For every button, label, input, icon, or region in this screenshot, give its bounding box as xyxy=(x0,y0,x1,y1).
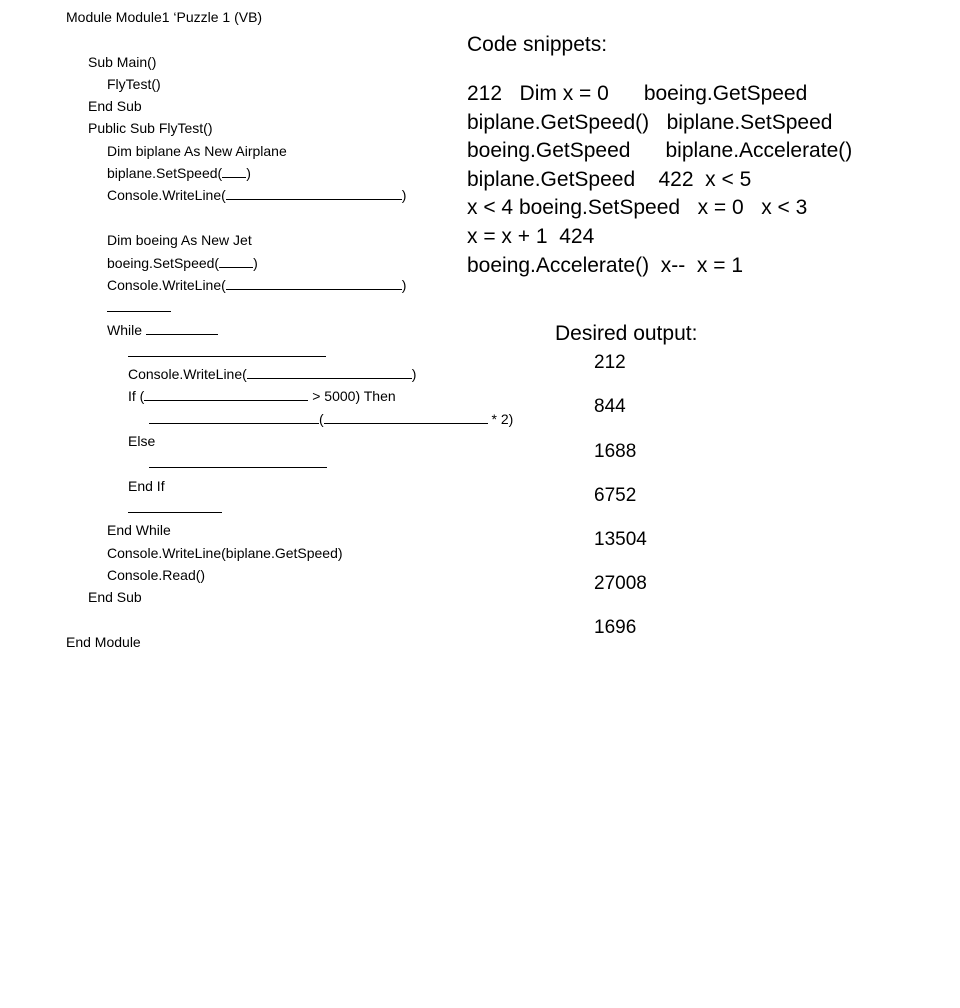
code-end-module: End Module xyxy=(66,634,141,650)
code-console-writeline: Console.WriteLine( xyxy=(128,366,247,382)
snippet-line: boeing.Accelerate() x-- x = 1 xyxy=(467,253,744,277)
code-console-writeline-biplane: Console.WriteLine(biplane.GetSpeed) xyxy=(107,545,343,561)
answer-blank[interactable] xyxy=(324,408,488,424)
code-blank-line xyxy=(128,341,326,363)
code-dim-biplane: Dim biplane As New Airplane xyxy=(107,143,287,159)
code-biplane-setspeed-line xyxy=(107,162,251,184)
code-while-line xyxy=(107,319,218,341)
code-module-header: Module Module1 ‘Puzzle 1 (VB) xyxy=(66,9,263,25)
output-value: 1688 xyxy=(594,441,637,462)
code-end-if: End If xyxy=(128,478,165,494)
code-console-read: Console.Read() xyxy=(107,567,206,583)
code-console-writeline: Console.WriteLine( xyxy=(107,187,226,203)
code-blank-line xyxy=(128,497,222,519)
code-times-two: * 2) xyxy=(487,411,514,427)
output-value: 13504 xyxy=(594,529,647,550)
code-close-paren: ) xyxy=(253,255,258,271)
output-value: 212 xyxy=(594,352,626,373)
code-while: While xyxy=(107,322,146,338)
answer-blank[interactable] xyxy=(128,497,222,513)
code-boeing-setspeed-line xyxy=(107,252,258,274)
code-if-line xyxy=(128,385,396,407)
code-open-paren: ( xyxy=(319,411,324,427)
code-sub-main: Sub Main() xyxy=(88,54,157,70)
snippet-line: 212 Dim x = 0 boeing.GetSpeed xyxy=(467,82,808,105)
code-blank-line xyxy=(107,296,171,318)
snippet-line: biplane.GetSpeed() biplane.SetSpeed xyxy=(467,110,833,134)
answer-blank[interactable] xyxy=(222,162,246,178)
code-if: If ( xyxy=(128,388,145,404)
code-if-condition: > 5000) Then xyxy=(308,388,396,404)
snippet-line: boeing.GetSpeed biplane.Accelerate() xyxy=(467,139,853,163)
snippet-line: x = x + 1 424 xyxy=(467,224,595,248)
output-title: Desired output: xyxy=(555,322,698,345)
answer-blank[interactable] xyxy=(146,319,218,335)
output-value: 1696 xyxy=(594,617,637,638)
code-boeing-setspeed: boeing.SetSpeed( xyxy=(107,255,220,271)
answer-blank[interactable] xyxy=(149,452,327,468)
code-blank-line xyxy=(149,452,327,474)
snippet-line: x < 4 boeing.SetSpeed x = 0 x < 3 xyxy=(467,196,808,220)
answer-blank[interactable] xyxy=(219,252,253,268)
snippet-line: biplane.GetSpeed 422 x < 5 xyxy=(467,167,752,191)
output-value: 844 xyxy=(594,396,626,417)
code-console-writeline-line xyxy=(107,274,406,296)
snippets-list xyxy=(467,80,852,280)
code-public-sub: Public Sub FlyTest() xyxy=(88,120,213,136)
answer-blank[interactable] xyxy=(226,274,402,290)
code-close-paren: ) xyxy=(411,366,417,382)
code-close-paren: ) xyxy=(401,187,407,203)
answer-blank[interactable] xyxy=(226,184,402,200)
snippets-title: Code snippets: xyxy=(467,33,608,56)
answer-blank[interactable] xyxy=(149,408,319,424)
code-end-while: End While xyxy=(107,522,171,538)
answer-blank[interactable] xyxy=(247,363,412,379)
answer-blank[interactable] xyxy=(144,385,308,401)
code-flytest-call: FlyTest() xyxy=(107,76,161,92)
answer-blank[interactable] xyxy=(107,296,171,312)
code-console-writeline: Console.WriteLine( xyxy=(107,277,226,293)
code-console-writeline-line xyxy=(128,363,416,385)
code-end-sub: End Sub xyxy=(88,98,142,114)
output-value: 27008 xyxy=(594,573,647,594)
code-dim-boeing: Dim boeing As New Jet xyxy=(107,232,252,248)
code-close-paren: ) xyxy=(401,277,407,293)
code-biplane-setspeed: biplane.SetSpeed( xyxy=(107,165,223,181)
code-console-writeline-line xyxy=(107,184,406,206)
output-value: 6752 xyxy=(594,485,637,506)
answer-blank[interactable] xyxy=(128,341,326,357)
code-end-sub: End Sub xyxy=(88,589,142,605)
code-close-paren: ) xyxy=(246,165,251,181)
code-then-line xyxy=(149,408,513,430)
code-else: Else xyxy=(128,433,156,449)
